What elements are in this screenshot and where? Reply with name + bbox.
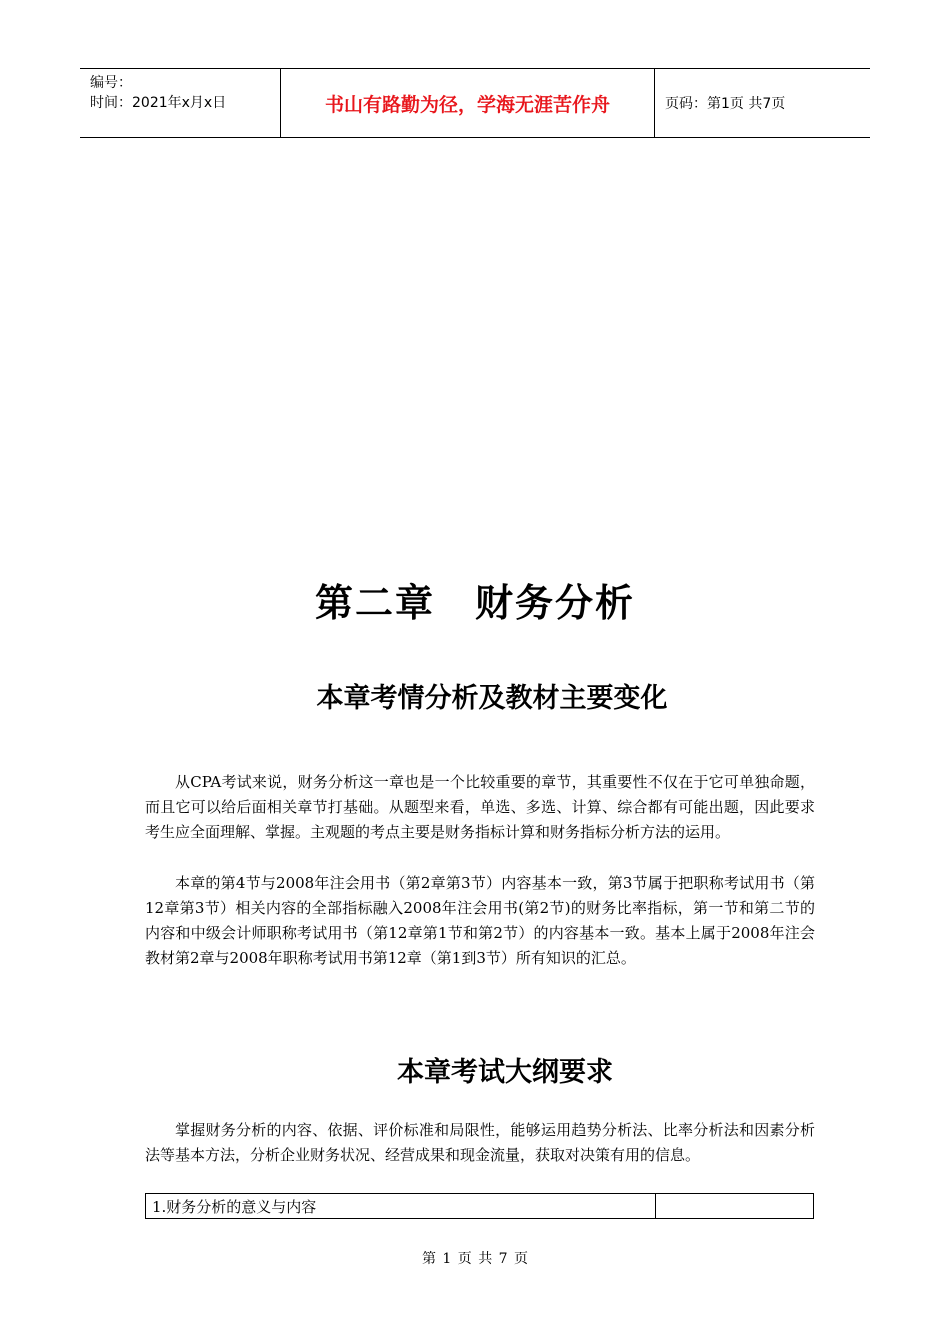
table-cell-item: 1.财务分析的意义与内容 [146,1194,656,1219]
table-cell-level [656,1194,814,1219]
paragraph-exam-overview: 从CPA考试来说，财务分析这一章也是一个比较重要的章节，其重要性不仅在于它可单独命题，而且它可以给后面相关章节打基础。从题型来看，单选、多选、计算、综合都有可能出题，因此要求考生应全面理解、掌握。主观题的考点主要是财务指标计算和财务指标分析方法的运用。 [145,773,815,841]
chapter-title: 第二章 财务分析 [314,580,635,625]
header-page-code: 页码：第1页 共7页 [665,96,786,112]
page-footer: 第 1 页 共 7 页 [421,1251,529,1267]
header-motto: 书山有路勤为径，学海无涯苦作舟 [280,69,655,137]
paragraph-syllabus: 掌握财务分析的内容、依据、评价标准和局限性，能够运用趋势分析法、比率分析法和因素分析法等基本方法，分析企业财务状况、经营成果和现金流量，获取对决策有用的信息。 [145,1121,815,1164]
table-row [146,1194,814,1219]
page-header [80,68,870,138]
header-number-label: 编号： [90,75,132,91]
paragraph-textbook-changes: 本章的第4节与2008年注会用书（第2章第3节）内容基本一致，第3节属于把职称考试用书（第12章第3节）相关内容的全部指标融入2008年注会用书(第2节)的财务比率指标，第一节和第二节的内容和中级会计师职称考试用书（第12章第1节和第2节）的内容基本一致。基本上属于2008年注会教材第2章与2008年职称考试用书第12章（第1到3节）所有知识的汇总。 [145,874,815,967]
section-heading-syllabus: 本章考试大纲要求 [397,1057,613,1088]
header-meta [80,69,280,137]
syllabus-table [145,1193,814,1219]
section-heading-exam-analysis: 本章考情分析及教材主要变化 [316,683,668,714]
header-time-label: 时间：2021年x月x日 [90,95,227,111]
